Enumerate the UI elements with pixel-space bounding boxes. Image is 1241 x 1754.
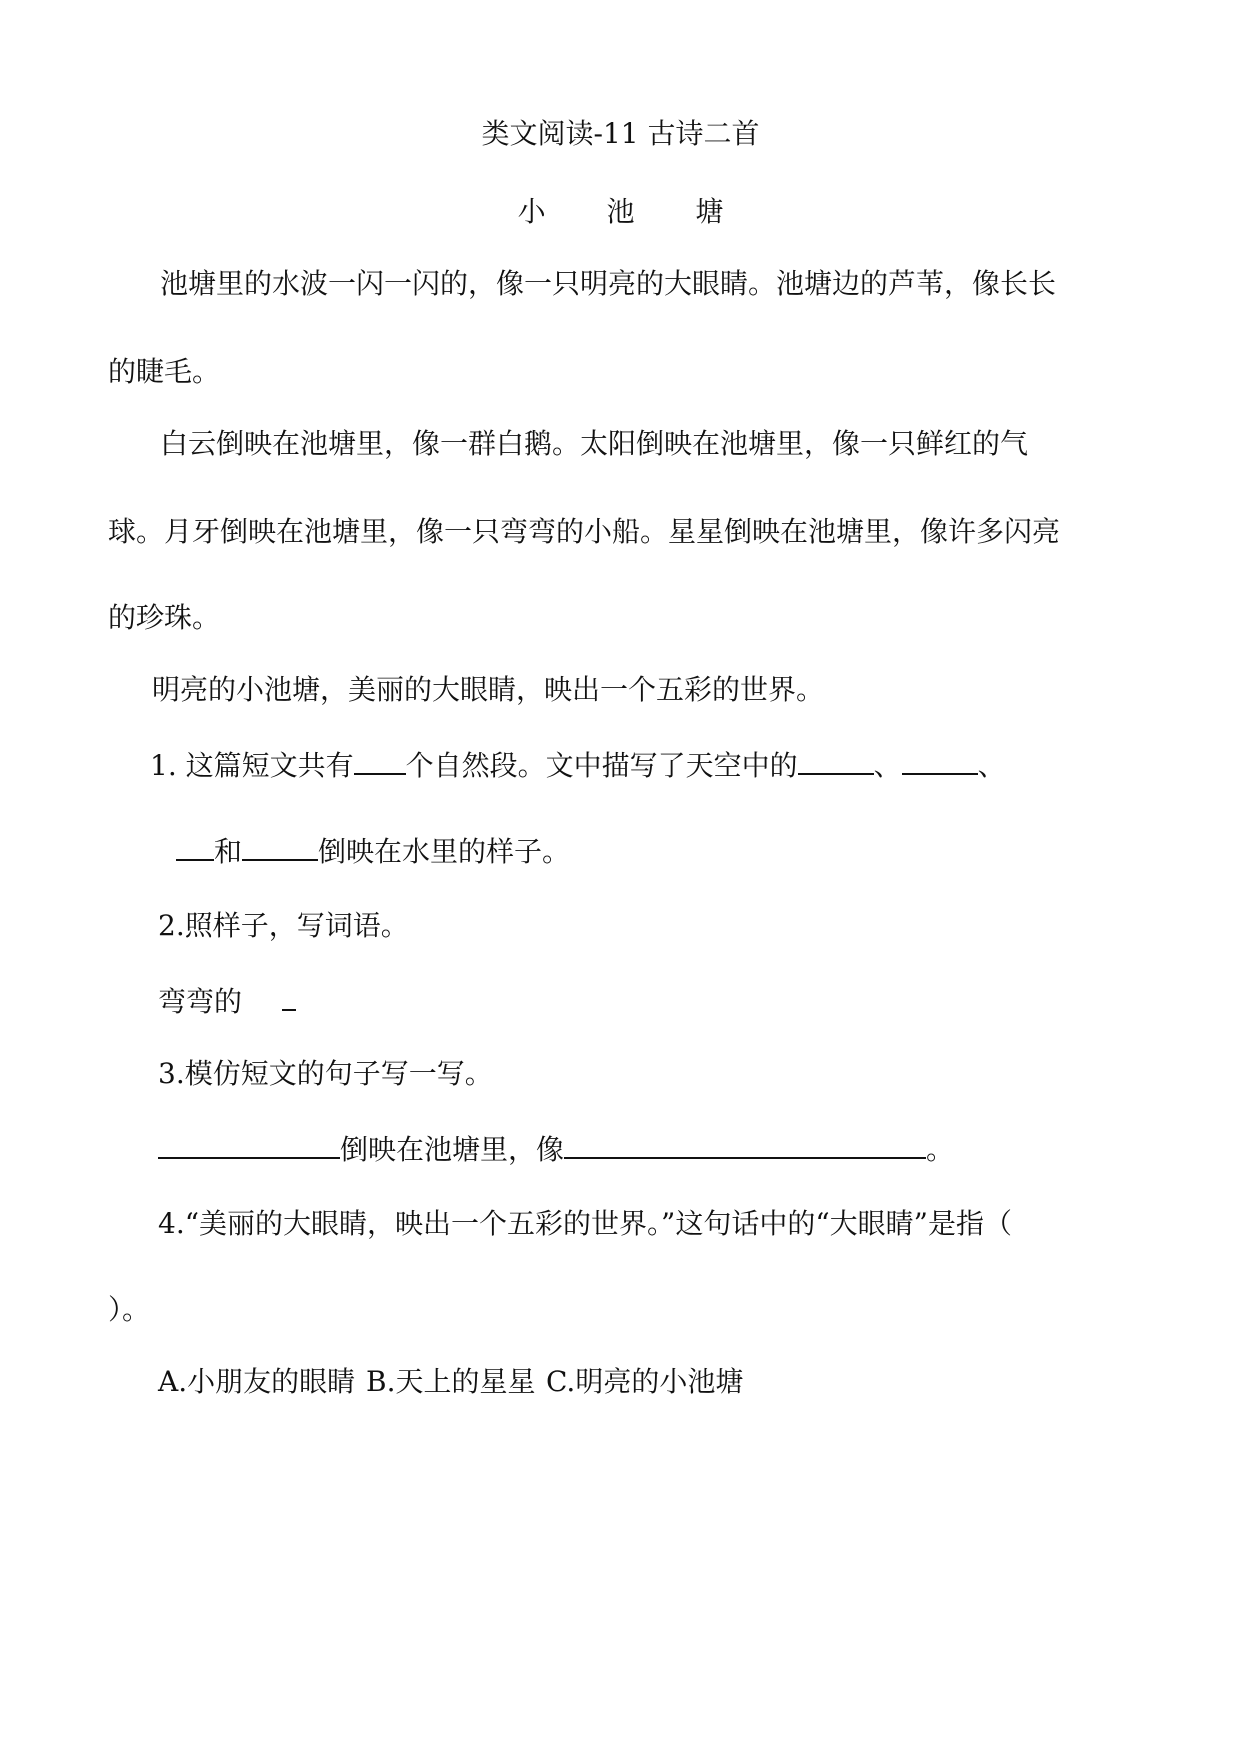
question-4-option-b[interactable]: B.天上的星星	[366, 1365, 536, 1398]
question-1-suffix: 倒映在水里的样子。	[318, 835, 571, 868]
question-3-sentence	[158, 1130, 954, 1170]
question-1-separator-2: 、	[977, 749, 1006, 782]
sky-item-blank-2[interactable]	[902, 747, 978, 775]
question-3-end: 。	[926, 1133, 955, 1166]
page-title: 类文阅读-11 古诗二首	[481, 117, 760, 150]
passage-paragraph-2-line-2: 球。月牙倒映在池塘里，像一只弯弯的小船。星星倒映在池塘里，像许多闪亮	[108, 515, 1061, 548]
question-2-example	[158, 982, 296, 1022]
question-1-separator-1: 、	[873, 749, 902, 782]
passage-paragraph-1-line-2: 的睫毛。	[108, 355, 221, 388]
question-2-prompt: 2.照样子，写词语。	[158, 909, 409, 942]
question-3-prompt: 3.模仿短文的句子写一写。	[158, 1057, 493, 1090]
question-4-option-c[interactable]: C.明亮的小池塘	[546, 1365, 744, 1398]
question-1-line-1	[150, 746, 1006, 786]
imitation-simile-blank[interactable]	[564, 1131, 926, 1159]
sky-item-blank-3[interactable]	[176, 833, 214, 861]
passage-paragraph-2-line-3: 的珍珠。	[108, 601, 221, 634]
sky-item-blank-1[interactable]	[798, 747, 874, 775]
passage-paragraph-2-line-1: 白云倒映在池塘里，像一群白鹅。太阳倒映在池塘里，像一只鲜红的气	[160, 427, 1029, 460]
passage-title: 小 池 塘	[517, 195, 750, 228]
question-4-option-a[interactable]: A.小朋友的眼睛	[158, 1365, 356, 1398]
question-1-and: 和	[214, 835, 243, 868]
question-1-line-2	[176, 832, 570, 872]
question-1-text: 个自然段。文中描写了天空中的	[405, 749, 798, 782]
question-4-line-1: 4.“美丽的大眼睛，映出一个五彩的世界。”这句话中的“大眼睛”是指（	[158, 1207, 1012, 1240]
question-3-middle: 倒映在池塘里，像	[340, 1133, 565, 1166]
imitation-subject-blank[interactable]	[158, 1131, 340, 1159]
question-4-line-2: ）。	[108, 1293, 151, 1326]
question-1-prefix: 1. 这篇短文共有	[150, 749, 354, 782]
passage-paragraph-1-line-1: 池塘里的水波一闪一闪的，像一只明亮的大眼睛。池塘边的芦苇，像长长	[160, 267, 1057, 300]
word-answer-blank[interactable]	[282, 983, 296, 1011]
sky-item-blank-4[interactable]	[242, 833, 318, 861]
paragraph-count-blank[interactable]	[354, 747, 406, 775]
example-word: 弯弯的	[158, 985, 243, 1018]
passage-paragraph-3: 明亮的小池塘，美丽的大眼睛，映出一个五彩的世界。	[152, 673, 825, 706]
